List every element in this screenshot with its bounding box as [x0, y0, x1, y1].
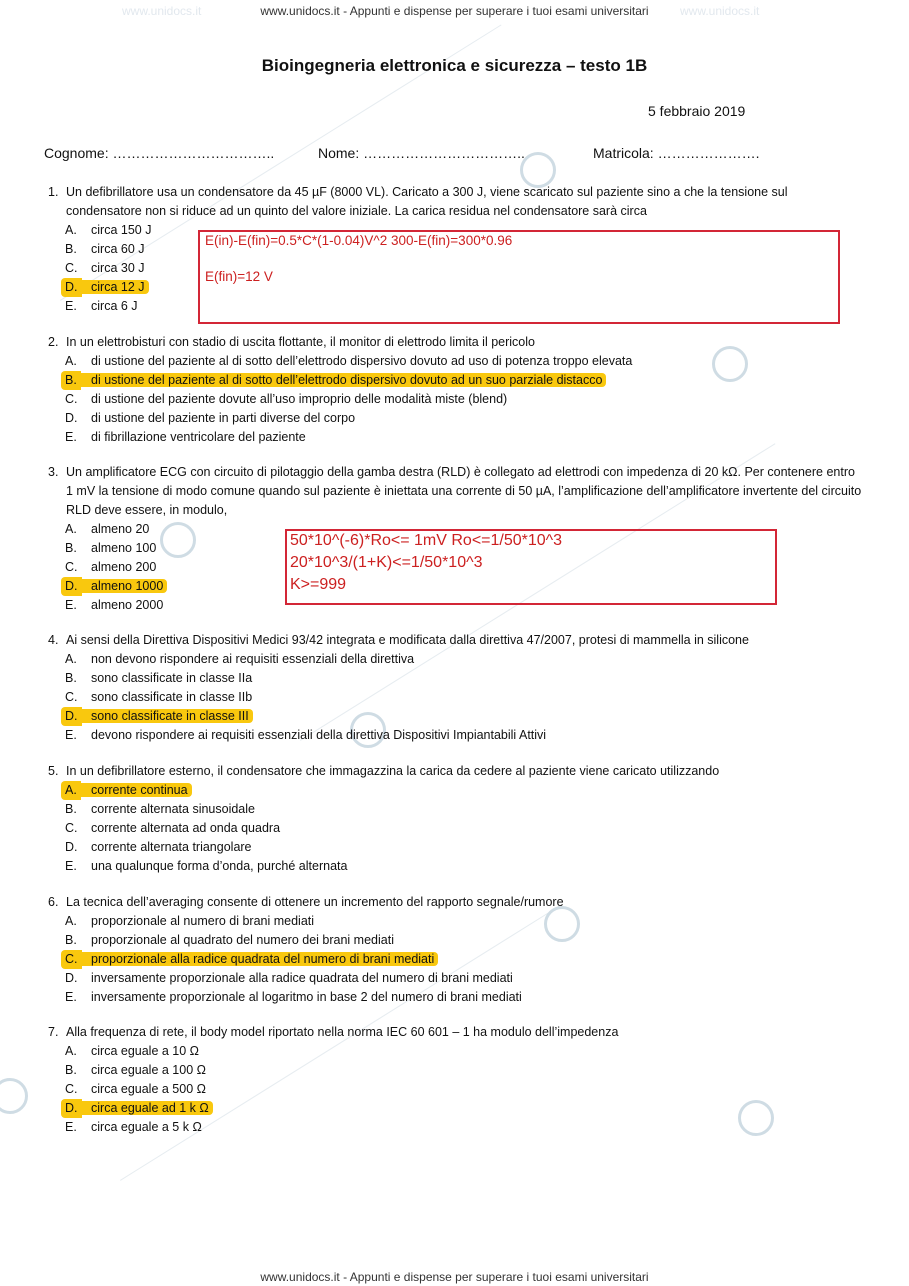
option-d: D. corrente alternata triangolare [65, 840, 252, 854]
question-text: La tecnica dell’averaging consente di ottenere un incremento del rapporto segnale/rumore [66, 895, 564, 909]
option-a: A. circa 150 J [65, 223, 152, 237]
option-d-highlighted: D. circa 12 J [44, 278, 864, 297]
option-d-highlighted: D. sono classificate in classe III [44, 707, 864, 726]
option-c: C. corrente alternata ad onda quadra [65, 821, 281, 835]
option-d: D. inversamente proporzionale alla radice quadrata del numero di brani mediati [65, 971, 513, 985]
option-a: A. proporzionale al numero di brani mediati [65, 914, 315, 928]
option-d-highlighted: D. almeno 1000 [44, 577, 864, 596]
question-number: 4. [48, 633, 59, 647]
options-list [44, 650, 864, 745]
question-4 [44, 631, 864, 745]
question-number: 5. [48, 764, 59, 778]
annotation-box-q3 [285, 529, 777, 605]
header-banner: www.unidocs.it - Appunti e dispense per superare i tuoi esami universitari [260, 4, 649, 18]
option-c: C. di ustione del paziente dovute all’uso improprio delle modalità miste (blend) [65, 392, 508, 406]
option-e: E. una qualunque forma d’onda, purché alternata [65, 859, 348, 873]
question-text: Alla frequenza di rete, il body model riportato nella norma IEC 60 601 – 1 ha modulo dell’impedenza [66, 1025, 619, 1039]
question-number: 2. [48, 335, 59, 349]
option-c: C. circa 30 J [65, 261, 145, 275]
question-text: Ai sensi della Direttiva Dispositivi Medici 93/42 integrata e modificata dalla direttiva 47/2007, protesi di mammella in silicone [66, 633, 749, 647]
option-b-highlighted: B. di ustione del paziente al di sotto dell’elettrodo dispersivo dovuto ad un suo parziale distacco [44, 371, 864, 390]
option-a: A. almeno 20 [65, 522, 150, 536]
question-6 [44, 893, 864, 1007]
exam-date: 5 febbraio 2019 [648, 103, 746, 119]
option-b: B. proporzionale al quadrato del numero dei brani mediati [65, 933, 394, 947]
option-c: C. sono classificate in classe IIb [65, 690, 253, 704]
question-number: 7. [48, 1025, 59, 1039]
option-b: B. corrente alternata sinusoidale [65, 802, 255, 816]
option-d-highlighted: D. circa eguale ad 1 k Ω [44, 1099, 864, 1118]
page-title: Bioingegneria elettronica e sicurezza – testo 1B [261, 56, 648, 75]
question-text: Un defibrillatore usa un condensatore da 45 µF (8000 VL). Caricato a 300 J, viene scaricato sul paziente sino a che la tensione sul condensatore non si riduce ad un quinto del valore iniziale. La carica residua nel condensatore sarà circa [66, 185, 788, 218]
option-a: A. circa eguale a 10 Ω [65, 1044, 200, 1058]
option-e: E. almeno 2000 [65, 598, 164, 612]
option-a-highlighted: A. corrente continua [44, 781, 864, 800]
option-c: C. circa eguale a 500 Ω [65, 1082, 206, 1096]
question-2 [44, 333, 864, 447]
matricola-field: Matricola: …………………. [593, 145, 760, 161]
option-e: E. di fibrillazione ventricolare del paziente [65, 430, 306, 444]
option-b: B. circa 60 J [65, 242, 145, 256]
watermark-logo-icon [0, 1078, 28, 1114]
watermark-text: www.unidocs.it [680, 4, 760, 18]
annotation-line: 50*10^(-6)*Ro<= 1mV Ro<=1/50*10^3 [290, 532, 563, 549]
watermark-text: www.unidocs.it [122, 4, 202, 18]
annotation-line: E(fin)=12 V [205, 269, 273, 284]
options-list [44, 1042, 864, 1137]
option-a: A. di ustione del paziente al di sotto dell’elettrodo dispersivo dovuto ad uso di potenza troppo elevata [65, 354, 633, 368]
option-d: D. di ustione del paziente in parti diverse del corpo [65, 411, 356, 425]
option-e: E. circa eguale a 5 k Ω [65, 1120, 202, 1134]
option-c: C. almeno 200 [65, 560, 157, 574]
question-number: 1. [48, 185, 59, 199]
annotation-box-q1 [198, 230, 840, 324]
option-b: B. almeno 100 [65, 541, 157, 555]
question-7 [44, 1023, 864, 1137]
option-e: E. devono rispondere ai requisiti essenziali della direttiva Dispositivi Impiantabili Attivi [65, 728, 547, 742]
question-5 [44, 762, 864, 876]
cognome-field: Cognome: …………………………….. [44, 145, 275, 161]
option-e: E. circa 6 J [65, 299, 138, 313]
options-list [44, 781, 864, 876]
footer-banner: www.unidocs.it - Appunti e dispense per superare i tuoi esami universitari [260, 1270, 649, 1284]
question-text: In un defibrillatore esterno, il condensatore che immagazzina la carica da cedere al paziente viene caricato utilizzando [66, 764, 720, 778]
nome-field: Nome: …………………………….. [318, 145, 525, 161]
question-text: Un amplificatore ECG con circuito di pilotaggio della gamba destra (RLD) è collegato ad elettrodi con impedenza di 20 kΩ. Per contenere entro 1 mV la tensione di modo comune quando sul paziente è iniettata una corrente di 50 µA, l’amplificazione dell’amplificatore invertente del circuito RLD deve essere, in modulo, [66, 465, 862, 517]
option-b: B. circa eguale a 100 Ω [65, 1063, 206, 1077]
options-list [44, 352, 864, 447]
options-list [44, 912, 864, 1007]
question-number: 6. [48, 895, 59, 909]
option-a: A. non devono rispondere ai requisiti essenziali della direttiva [65, 652, 415, 666]
question-number: 3. [48, 465, 59, 479]
option-b: B. sono classificate in classe IIa [65, 671, 253, 685]
option-c-highlighted: C. proporzionale alla radice quadrata del numero di brani mediati [44, 950, 864, 969]
annotation-line: E(in)-E(fin)=0.5*C*(1-0.04)V^2 300-E(fin)=300*0.96 [205, 233, 513, 248]
question-text: In un elettrobisturi con stadio di uscita flottante, il monitor di elettrodo limita il pericolo [66, 335, 535, 349]
annotation-line: K>=999 [290, 576, 347, 593]
option-e: E. inversamente proporzionale al logaritmo in base 2 del numero di brani mediati [65, 990, 522, 1004]
annotation-line: 20*10^3/(1+K)<=1/50*10^3 [290, 554, 483, 571]
